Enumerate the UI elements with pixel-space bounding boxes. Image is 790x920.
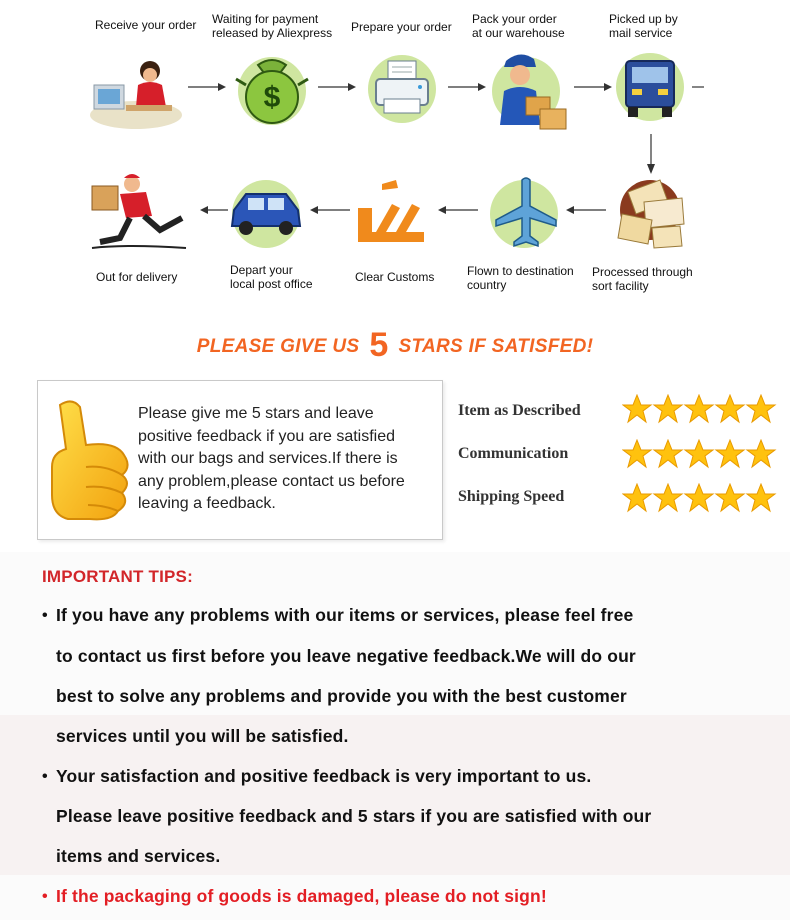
customs-officer-icon xyxy=(352,178,432,250)
tip-line: best to solve any problems and provide you with the best customer xyxy=(56,686,627,706)
printer-icon xyxy=(360,45,444,129)
star-icon xyxy=(747,395,775,422)
star-icon xyxy=(685,395,713,422)
star-rating-shipping-speed xyxy=(622,483,781,513)
bullet-icon: • xyxy=(42,888,48,905)
star-icon xyxy=(747,484,775,511)
letters-globe-icon xyxy=(608,172,694,252)
money-bag-icon xyxy=(228,45,312,129)
thumbs-up-icon xyxy=(46,397,134,525)
arrow-left-icon xyxy=(308,205,352,215)
star-icon xyxy=(623,395,651,422)
bullet-icon: • xyxy=(42,768,48,785)
tip-line: services until you will be satisfied. xyxy=(56,726,349,746)
star-icon xyxy=(685,440,713,467)
tip-line: items and services. xyxy=(56,846,221,866)
mail-truck-icon xyxy=(608,45,692,129)
step-label-pickup: Picked up by mail service xyxy=(609,12,678,40)
tip-line-warning: If the packaging of goods is damaged, please do not sign! xyxy=(56,886,547,906)
star-icon xyxy=(716,395,744,422)
star-icon xyxy=(654,395,682,422)
arrow-stub-icon xyxy=(690,82,706,92)
star-icon xyxy=(654,484,682,511)
tip-line: Please leave positive feedback and 5 stars if you are satisfied with our xyxy=(56,806,652,826)
arrow-right-icon xyxy=(186,82,228,92)
star-icon xyxy=(654,440,682,467)
star-icon xyxy=(716,484,744,511)
tip-line: Your satisfaction and positive feedback is very important to us. xyxy=(56,766,592,786)
arrow-right-icon xyxy=(572,82,614,92)
step-label-payment: Waiting for payment released by Aliexpress xyxy=(212,12,333,40)
star-rating-communication xyxy=(622,439,781,469)
arrow-left-icon xyxy=(564,205,608,215)
tip-line: If you have any problems with our items or services, please feel free xyxy=(56,605,634,625)
arrow-right-icon xyxy=(446,82,488,92)
rating-label-item-as-described: Item as Described xyxy=(458,402,581,419)
star-icon xyxy=(685,484,713,511)
arrow-left-icon xyxy=(436,205,480,215)
star-icon xyxy=(716,440,744,467)
car-icon xyxy=(224,172,308,256)
feedback-request-box xyxy=(37,380,443,540)
rating-label-communication: Communication xyxy=(458,445,569,462)
arrow-down-icon xyxy=(645,132,657,176)
step-label-sort: Processed through sort facility xyxy=(592,265,693,293)
step-label-customs: Clear Customs xyxy=(355,270,435,284)
arrow-left-icon xyxy=(198,205,230,215)
feedback-message: Please give me 5 stars and leave positive feedback if you are satisfied with our bags and services.If there is any problem,please contact us before leaving a feedback. xyxy=(138,405,405,512)
star-icon xyxy=(747,440,775,467)
step-label-prepare: Prepare your order xyxy=(351,20,452,34)
tip-line: to contact us first before you leave negative feedback.We will do our xyxy=(56,646,636,666)
star-icon xyxy=(623,440,651,467)
star-rating-item-as-described xyxy=(622,394,781,424)
bullet-icon: • xyxy=(42,607,48,624)
step-label-depart: Depart your local post office xyxy=(230,263,313,291)
step-label-delivery: Out for delivery xyxy=(96,270,178,284)
arrow-right-icon xyxy=(316,82,358,92)
rating-label-shipping-speed: Shipping Speed xyxy=(458,488,565,505)
office-worker-computer-icon xyxy=(86,45,186,135)
step-label-flown: Flown to destination country xyxy=(467,264,574,292)
step-label-pack: Pack your order at our warehouse xyxy=(472,12,565,40)
tips-title: IMPORTANT TIPS: xyxy=(42,567,193,586)
warehouse-worker-boxes-icon xyxy=(484,45,574,135)
five-stars-banner: PLEASE GIVE US 5 STARS IF SATISFED! xyxy=(196,326,594,364)
star-icon xyxy=(623,484,651,511)
step-label-receive: Receive your order xyxy=(95,18,197,32)
running-courier-icon xyxy=(86,172,198,256)
airplane-icon xyxy=(482,172,566,256)
svg-text:$: $ xyxy=(263,81,281,114)
